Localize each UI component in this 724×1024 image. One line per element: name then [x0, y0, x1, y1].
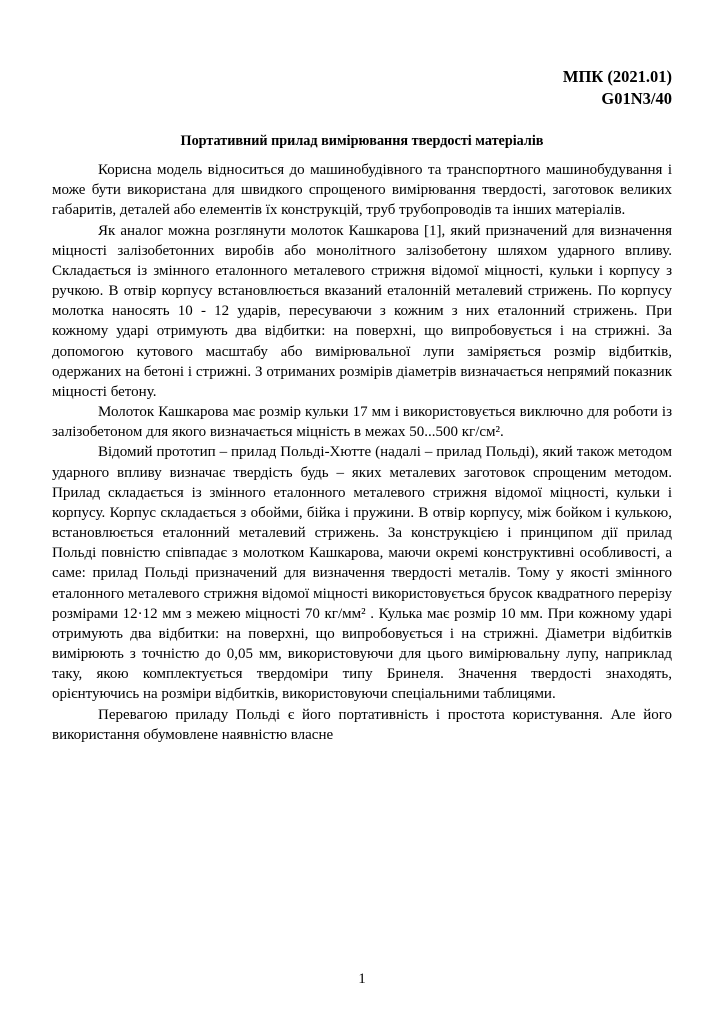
ipc-code-line: МПК (2021.01) [562, 67, 672, 86]
paragraph-3: Молоток Кашкарова має розмір кульки 17 мм і використовується виключно для роботи із залізобетоном для якого визначається міцність в межах 50...500 кг/см². [52, 404, 672, 441]
page-number: 1 [358, 971, 366, 987]
paragraph-4: Відомий прототип – прилад Польді-Хютте (надалі – прилад Польді), який також методом ударного впливу визначає твердість будь – яких металевих заготовок спрощеним методом. Прилад складається із змінного еталонного металевого стрижня відомої міцності, кульки і корпусу. Корпус складається з обойми, бійка і пружини. В отвір корпусу, між бойком і кулькою, встановлюється еталонний металевий стрижень. За конструкцією і принципом дії прилад Польді повністю співпадає з молотком Кашкарова, маючи окремі конструктивні особливості, а саме: прилад Польді призначений для визначення твердості металів. Тому у якості змінного еталонного металевого стрижня відомої міцності використовується брусок квадратного перерізу розмірами 12·12 мм з межею міцності 70 кг/мм² . Кулька має розмір 10 мм. При кожному ударі отримують два відбитки: на поверхні, що випробовується і на стрижні. Діаметри відбитків вимірюють з точністю до 0,05 мм, використовуючи для цього вимірювальну лупу, наприклад таку, якою комплектується твердоміри типу Бринеля. Значення твердості знаходять, орієнтуючись на розміри відбитків, використовуючи спеціальними таблицями. [52, 444, 672, 703]
paragraph-5: Перевагою приладу Польді є його портативність і простота користування. Але його використання обумовлене наявністю власне [52, 706, 672, 743]
page-title: Портативний прилад вимірювання твердості матеріалів [180, 132, 544, 149]
document-body [52, 160, 672, 745]
patent-classification-header [52, 66, 672, 110]
paragraph-1: Корисна модель відноситься до машинобудівного та транспортного машинобудування і може бути використана для швидкого спрощеного вимірювання твердості, заготовок великих габаритів, деталей або елементів їх конструкцій, труб трубопроводів та інших матеріалів. [52, 161, 672, 219]
paragraph-2: Як аналог можна розглянути молоток Кашкарова [1], який призначений для визначення міцності залізобетонних виробів або монолітного залізобетону шляхом ударного впливу. Складається із змінного еталонного металевого стрижня відомої міцності, кульки і корпусу з ручкою. В отвір корпусу встановлюється вказаний еталонній металевий стрижень. По корпусу молотка наносять 10 - 12 ударів, пересуваючи з кожним з них еталонний стрижень. При кожному ударі отримують два відбитки: на поверхні, що випробовується і на стрижні. За допомогою кутового масштабу або вимірювальної лупи заміряється розмір відбитків, одержаних на бетоні і стрижні. З отриманих розмірів діаметрів визначається непрямий показник міцності бетону. [52, 222, 672, 400]
classification-code-line: G01N3/40 [601, 88, 672, 108]
